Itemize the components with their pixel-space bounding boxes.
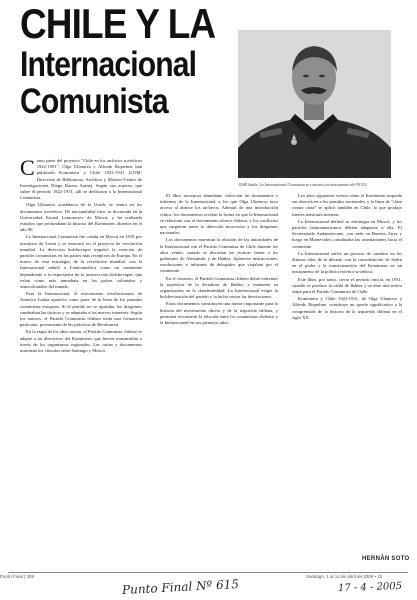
- paragraph: Los documentos muestran la relación de las autoridades de la Internacional con el Partido Comunista de Chile durante los años veinte, cuando se discutían las tácticas frente a los gobiernos de Alessandri y de Ibáñez. Aparecen instrucciones, resoluciones e informes de delegados que viajaban por el continente.: [160, 237, 278, 274]
- paragraph: Estos documentos constituyen una fuente importante para la historia del movimiento obrero y de la izquierda chilena, y permiten reconstruir la relación entre los comunistas chilenos y la Internacional en sus primeros años.: [160, 301, 278, 326]
- paragraph: La Internacional Comunista fue creada en Moscú en 1919 por iniciativa de Lenin y se entroncó en el proyecto de revolución mundial. La dirección bolchevique impulsó la creación de partidos comunistas en los países más receptivos de Europa. En el marco de esta estrategia, de la revolución mundial, con la Internacional señaló a Latinoamérica como un continente dependiente a la expectativa de la insurrección bolchevique, que veían como más inmediata en los países coloniales y semicoloniales del mundo.: [20, 234, 142, 290]
- paragraph: Este libro, por tanto, cierra el período inicial, en 1931, cuando se produce la caída de Ibáñez y se abre una nueva etapa para el Partido Comunista de Chile.: [292, 276, 402, 295]
- footer-publication: Punto Final | 308: [0, 574, 34, 579]
- photo-caption: JOSÉ Stalin. La Internacional Comunista se convirtió en instrumento del PCUS.: [238, 182, 368, 187]
- paragraph: Los años siguientes vieron cómo el Komintern imponía sus directrices a los partidos nacionales, y la línea de "clase contra clase" se aplicó también en Chile, lo que produjo fuertes tensiones internas.: [292, 193, 402, 217]
- title-line-3: Comunista: [20, 82, 168, 121]
- footer-date-page: Santiago, 1 al 14 de abril de 2005 • 15: [306, 574, 383, 579]
- portrait-illustration: [238, 30, 391, 178]
- paragraph-text: omo parte del proyecto "Chile en los archivos soviéticos 1922-1991", Olga Ulianova y Alfredo Riquelme han publicado Komintern y Chile 1922-1931 (LOM-Dirección de Bibliotecas, Archivos y Museos-Centro de Investigaciones Diego Barros Arana). Según sus autores, que cubre el período 1922-1931, allí se dedicaron a la Internacional Comunista.: [20, 158, 142, 201]
- paragraph: La Internacional definía su estrategia en Moscú, y los partidos latinoamericanos debían adaptarse a ella. El Secretariado Sudamericano, con sede en Buenos Aires y luego en Montevideo, canalizaba las orientaciones hacia el continente.: [292, 218, 402, 249]
- drop-cap: C: [20, 158, 35, 180]
- footer-divider: [8, 572, 408, 573]
- paragraph: Komintern y Chile 1922-1931, de Olga Ulianova y Alfredo Riquelme, constituye un aporte significativo a la comprensión de la historia de la izquierda chilena en el siglo XX.: [292, 296, 402, 320]
- text-column-2: [160, 193, 278, 567]
- paragraph: [20, 158, 142, 201]
- title-line-1: CHILE Y LA: [20, 0, 216, 47]
- text-column-3: [292, 193, 402, 553]
- text-column-1: [20, 158, 142, 564]
- paragraph: En el contexto, el Partido Comunista chileno debió enfrentar la represión de la dictadura de Ibáñez, y mantener su organización en la clandestinidad. La Internacional exigía la bolchevización del partido y la lucha contra las desviaciones.: [160, 275, 278, 300]
- stalin-photo: [238, 30, 391, 178]
- paragraph: La Internacional sufrió un proceso de cambios en los últimos años de la década, con la consolidación de Stalin en el poder y la transformación del Komintern en un instrumento de la política exterior soviética.: [292, 250, 402, 275]
- author-byline: HERNÁN SOTO: [362, 556, 410, 562]
- paragraph: Olga Ulianova, académica de la Usach, se centra en los documentos soviéticos. De nacionalidad rusa, es doctorada en la Universidad Estatal Lomonosov de Moscú, y ha realizado estudios que profundizan la historia del Komintern, abiertos en el año 90.: [20, 202, 142, 233]
- paragraph: Para la Internacional, el movimiento revolucionario de América Latina aparecía como parte de la línea de los partidos comunistas europeos. Si el partido no se ajustaba, los dirigentes cambiaban las tácticas y se adaptaba a los nuevos intereses. Según los autores, el Partido Comunista chileno tenía una formación particular, proveniente de las prácticas de Recabarren.: [20, 291, 142, 328]
- paragraph: El libro incorpora abundante colección de documentos e informes de la Internacional, a los que Olga Ulianova tuvo acceso al abrirse los archivos. Además de una introducción crítica, los documentos revelan la forma en que la Internacional se relacionó con el movimiento obrero chileno, y los conflictos que surgieron entre la dirección moscovita y los dirigentes nacionales.: [160, 193, 278, 236]
- paragraph: En la etapa de los años treinta, el Partido Comunista chileno se adaptó a las directrices del Komintern, que fueron transmitidas a través de los organismos regionales. Las cartas y documentos muestran los vínculos entre Santiago y Moscú.: [20, 329, 142, 354]
- handwritten-issue: Punto Final Nº 615: [121, 576, 240, 598]
- article-title: [20, 2, 230, 120]
- title-line-2: Internacional: [20, 45, 197, 84]
- handwritten-date: 17 - 4 - 2005: [337, 580, 403, 595]
